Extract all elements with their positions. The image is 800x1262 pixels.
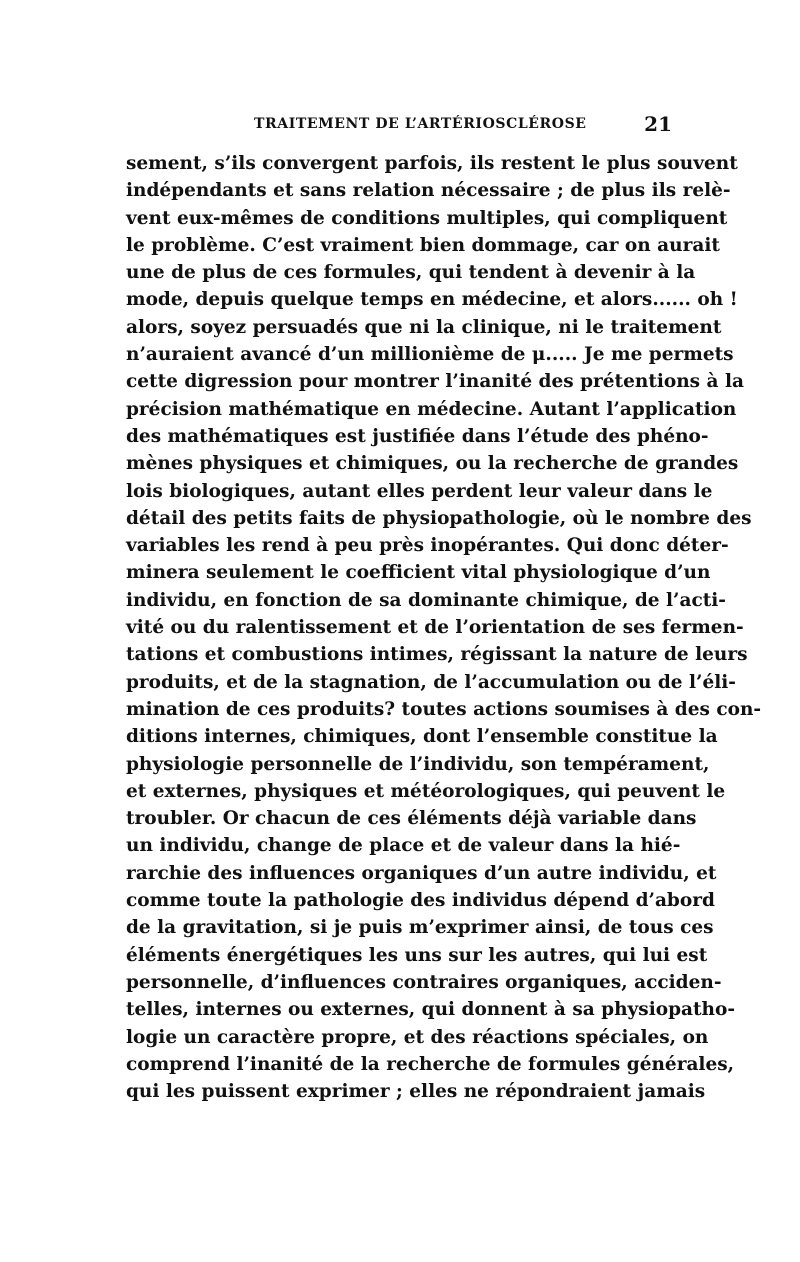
text-line: sement, s’ils convergent parfois, ils restent le plus souvent [126,153,738,174]
text-line: de la gravitation, si je puis m’exprimer ainsi, de tous ces [126,917,714,939]
text-line: comme toute la pathologie des individus dépend d’abord [126,890,715,912]
running-header [124,112,672,138]
text-line: variables les rend à peu près inopérantes. Qui donc déter- [126,535,729,557]
text-line: mination de ces produits? toutes actions soumises à des con- [126,698,762,720]
text-line: troubler. Or chacun de ces éléments déjà variable dans [126,808,697,830]
running-title: TRAITEMENT DE L’ARTÉRIOSCLÉROSE [254,116,587,132]
text-line: alors, soyez persuadés que ni la clinique, ni le traitement [126,316,722,338]
text-line: vité ou du ralentissement et de l’orientation de ses fermen- [126,617,744,639]
text-line: vent eux-mêmes de conditions multiples, qui compliquent [126,207,728,229]
text-line: personnelle, d’influences contraires organiques, acciden- [126,971,722,993]
text-line: précision mathématique en médecine. Autant l’application [126,398,737,420]
text-line: qui les puissent exprimer ; elles ne répondraient jamais [126,1081,706,1103]
text-line: tations et combustions intimes, régissant la nature de leurs [126,644,748,666]
text-line: un individu, change de place et de valeur dans la hié- [126,835,681,857]
text-line: lois biologiques, autant elles perdent leur valeur dans le [126,480,713,502]
text-line: détail des petits faits de physiopathologie, où le nombre des [126,507,752,529]
text-line: mènes physiques et chimiques, ou la recherche de grandes [126,453,739,475]
text-line: le problème. C’est vraiment bien dommage, car on aurait [126,234,720,256]
text-line: indépendants et sans relation nécessaire ; de plus ils relè- [126,180,731,202]
text-line: minera seulement le coefficient vital physiologique d’un [126,562,711,584]
text-line: n’auraient avancé d’un millionième de μ..... Je me permets [126,344,734,366]
text-line: mode, depuis quelque temps en médecine, et alors...... oh ! [126,289,738,311]
text-line: individu, en fonction de sa dominante chimique, de l’acti- [126,589,726,611]
text-line: physiologie personnelle de l’individu, son tempérament, [126,753,710,775]
text-line: produits, et de la stagnation, de l’accumulation ou de l’éli- [126,671,736,693]
text-line: ditions internes, chimiques, dont l’ensemble constitue la [126,726,718,748]
text-line: et externes, physiques et météorologiques, qui peuvent le [126,780,726,802]
text-line: comprend l’inanité de la recherche de formules générales, [126,1053,735,1075]
text-line: éléments énergétiques les uns sur les autres, qui lui est [126,944,708,966]
body-text [126,150,762,1105]
text-line: des mathématiques est justifiée dans l’étude des phéno- [126,425,709,447]
page-number: 21 [644,112,672,136]
text-line: rarchie des influences organiques d’un autre individu, et [126,862,717,884]
text-line: cette digression pour montrer l’inanité des prétentions à la [126,371,744,393]
text-line: telles, internes ou externes, qui donnent à sa physiopatho- [126,999,736,1021]
text-line: logie un caractère propre, et des réactions spéciales, on [126,1026,709,1048]
text-line: une de plus de ces formules, qui tendent à devenir à la [126,262,696,284]
